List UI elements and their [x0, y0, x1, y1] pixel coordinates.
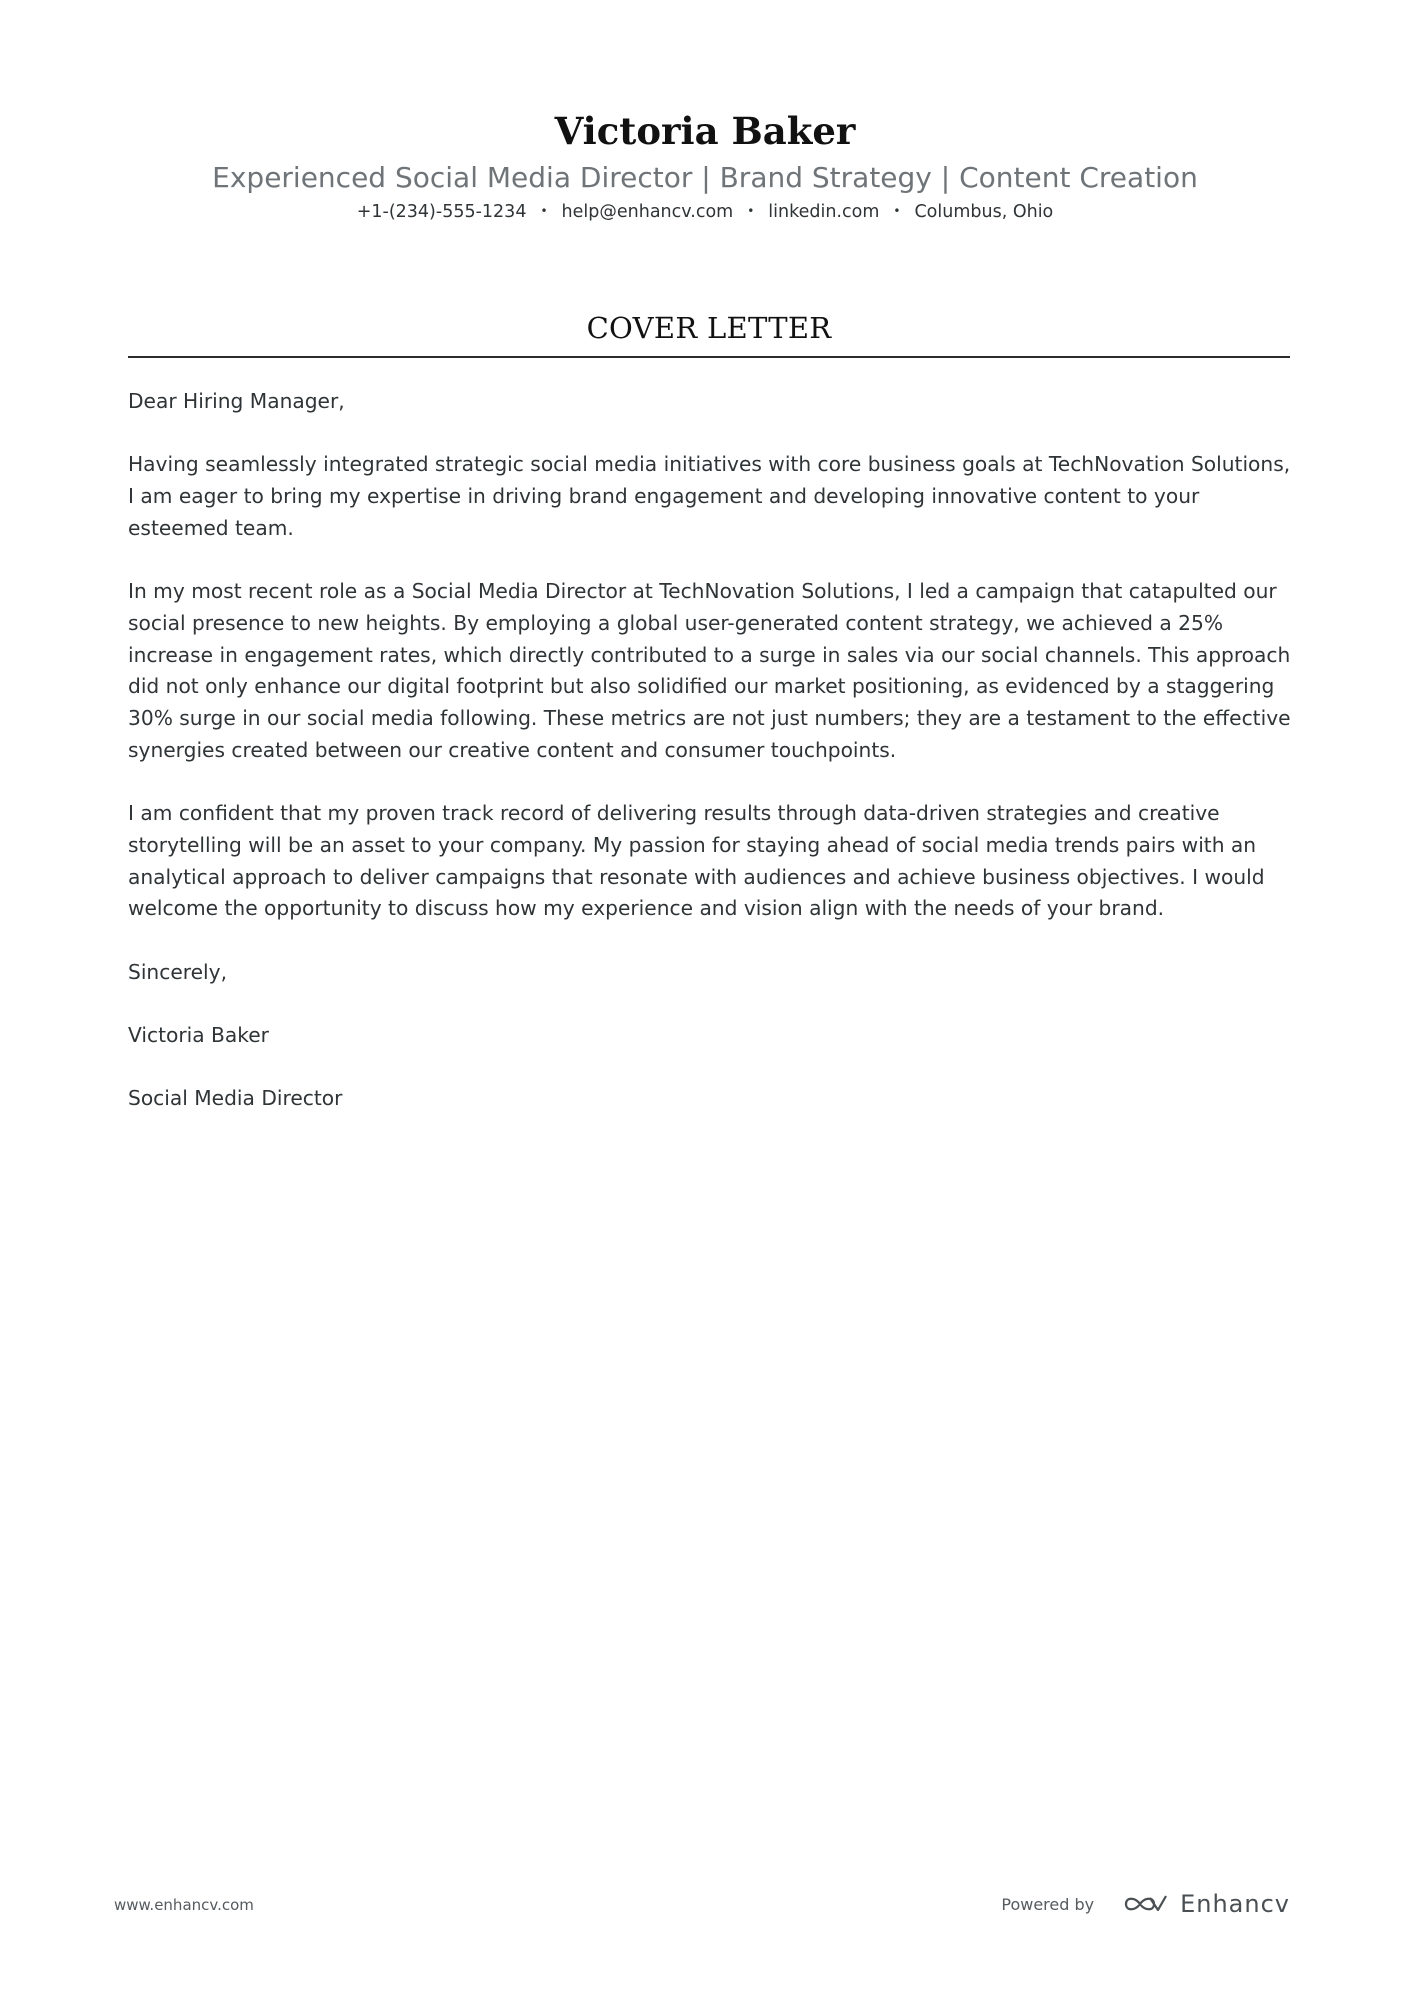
- letter-paragraph: Having seamlessly integrated strategic social media initiatives with core business goals at TechNovation Solutions, I am eager to bring my expertise in driving brand engagement and developing innovative content to your esteemed team.: [128, 452, 1291, 540]
- contact-separator: •: [747, 204, 755, 218]
- contact-location: Columbus, Ohio: [914, 202, 1054, 222]
- letter-greeting: Dear Hiring Manager,: [128, 389, 345, 413]
- letter-body: [128, 386, 1292, 1147]
- applicant-headline: Experienced Social Media Director | Brand Strategy | Content Creation: [212, 161, 1198, 194]
- signature-name: Victoria Baker: [128, 1022, 269, 1047]
- section-title: COVER LETTER: [586, 311, 832, 345]
- signature-title: Social Media Director: [128, 1086, 343, 1111]
- contact-line: [0, 198, 1410, 225]
- contact-email[interactable]: help@enhancv.com: [561, 202, 734, 222]
- brand-name[interactable]: Enhancv: [1180, 1890, 1290, 1918]
- contact-linkedin[interactable]: linkedin.com: [768, 202, 880, 222]
- footer-branding: [1001, 1890, 1290, 1918]
- enhancv-logo-icon: [1122, 1892, 1168, 1916]
- contact-separator: •: [893, 204, 901, 218]
- letter-paragraph: I am confident that my proven track record of delivering results through data-driven strategies and creative storytelling will be an asset to your company. My passion for staying ahead of social media trends pairs with an analytical approach to deliver campaigns that resonate with audiences and achieve business objectives. I would welcome the opportunity to discuss how my experience and vision align with the needs of your brand.: [128, 801, 1265, 921]
- footer-website[interactable]: www.enhancv.com: [114, 1896, 254, 1914]
- contact-separator: •: [540, 204, 548, 218]
- powered-by-label: Powered by: [1001, 1894, 1095, 1914]
- section-divider: [128, 356, 1290, 358]
- resume-header: [0, 108, 1410, 225]
- letter-paragraph: In my most recent role as a Social Media Director at TechNovation Solutions, I led a campaign that catapulted our social presence to new heights. By employing a global user-generated content strategy, we achieved a 25% increase in engagement rates, which directly contributed to a surge in sales via our social channels. This approach did not only enhance our digital footprint but also solidified our market positioning, as evidenced by a staggering 30% surge in our social media following. These metrics are not just numbers; they are a testament to the effective synergies created between our creative content and consumer touchpoints.: [128, 579, 1291, 762]
- contact-phone: +1-(234)-555-1234: [356, 202, 527, 222]
- letter-closing: Sincerely,: [128, 959, 227, 984]
- applicant-name: Victoria Baker: [554, 109, 856, 153]
